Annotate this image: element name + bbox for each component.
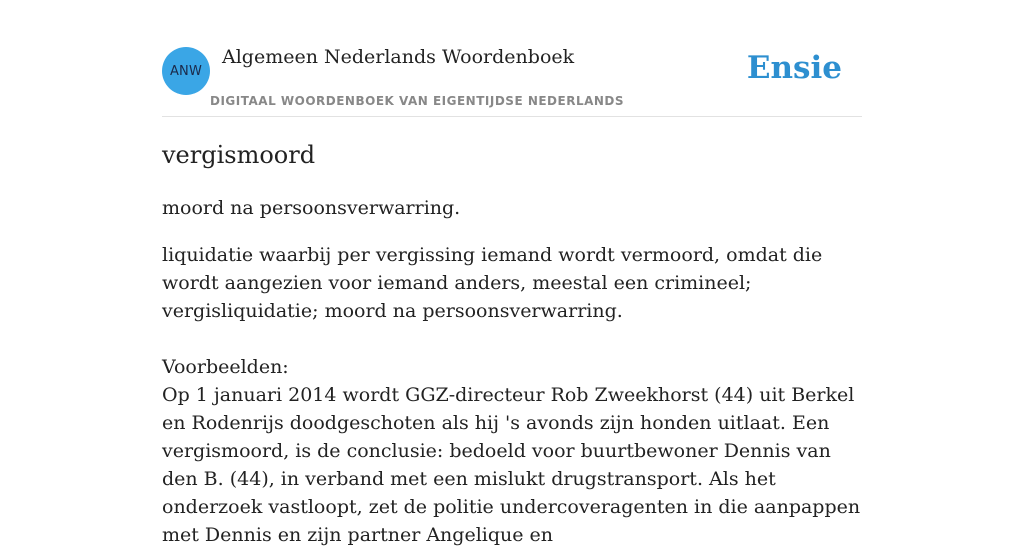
anw-logo[interactable] [162, 47, 210, 95]
entry-content [162, 138, 862, 549]
site-subtitle: DIGITAAL WOORDENBOEK VAN EIGENTIJDSE NEDERLANDS [210, 94, 625, 108]
headword: vergismoord [162, 141, 316, 169]
short-definition: moord na persoonsverwarring. [162, 197, 461, 219]
ensie-brand-link[interactable]: Ensie [746, 50, 842, 86]
logo-text: ANW [169, 63, 203, 79]
site-header [162, 0, 862, 117]
example-text: Op 1 januari 2014 wordt GGZ-directeur Rob Zweekhorst (44) uit Berkel en Rodenrijs doodgeschoten als hij 's avonds zijn honden uitlaat. Een vergismoord, is de conclusie: bedoeld voor buurtbewoner Dennis van den B. (44), in verband met een mislukt drugstransport. Als het onderzoek vastloopt, zet de politie undercoveragenten in die aanpappen met Dennis en zijn partner Angelique en [162, 384, 861, 546]
examples-label: Voorbeelden: [162, 356, 289, 378]
definition: liquidatie waarbij per vergissing iemand wordt vermoord, omdat die wordt aangezien voor iemand anders, meestal een crimineel; vergisliquidatie; moord na persoonsverwarring. [162, 244, 823, 322]
site-title[interactable]: Algemeen Nederlands Woordenboek [222, 46, 575, 68]
